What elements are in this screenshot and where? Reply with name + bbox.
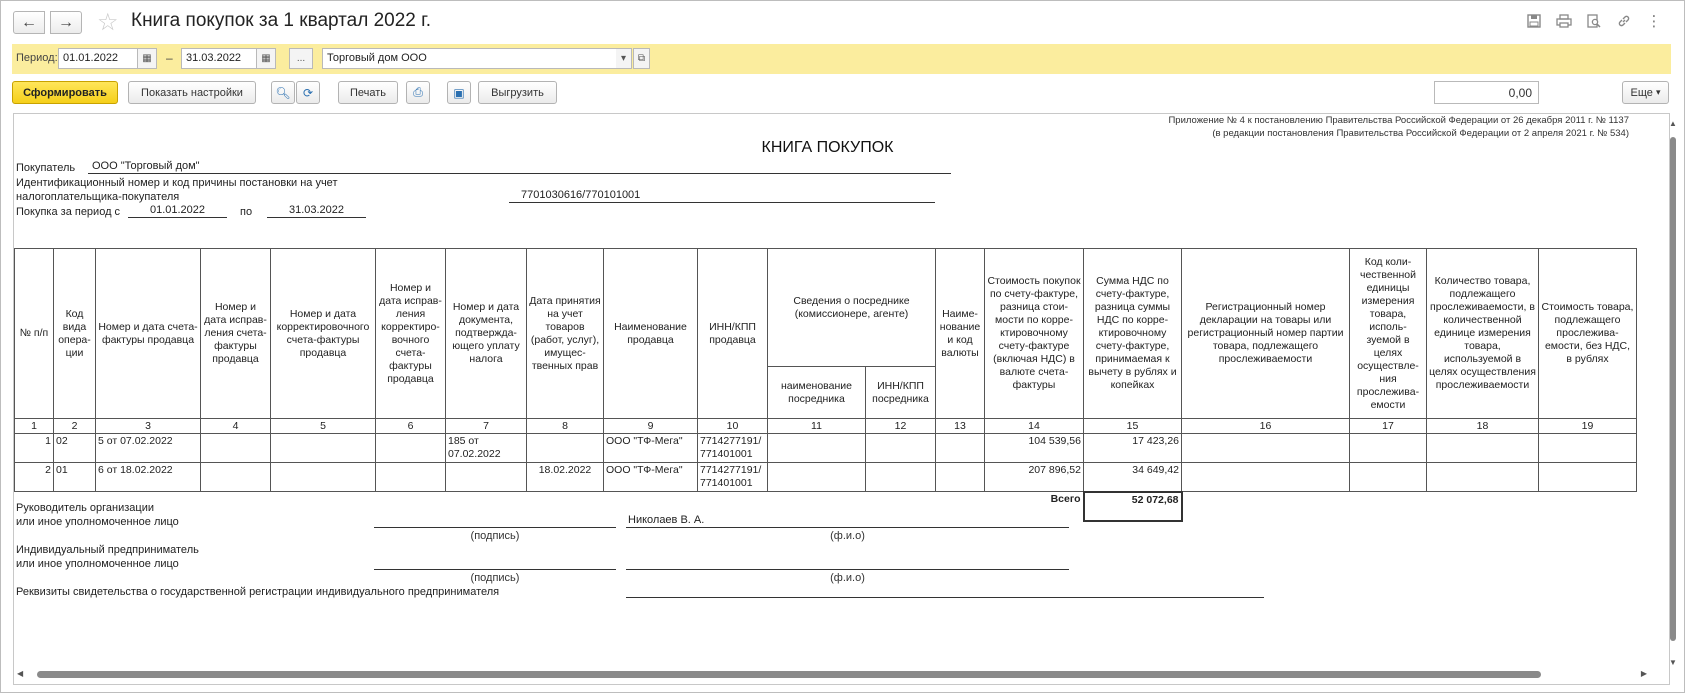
arrow-left-icon: ← xyxy=(21,13,37,31)
col-number: 3 xyxy=(96,419,201,434)
cell-c5[interactable] xyxy=(271,463,376,492)
preview-button[interactable] xyxy=(406,81,430,104)
more-label: Еще xyxy=(1630,86,1653,99)
period-from-label: Покупка за период с xyxy=(16,206,121,218)
scroll-left-icon[interactable]: ◀ xyxy=(17,669,24,678)
col-number: 15 xyxy=(1084,419,1182,434)
ip-cert-label: Реквизиты свидетельства о государственной регистрации индивидуального предпринимателя xyxy=(16,586,500,598)
open-icon: ⧉ xyxy=(637,53,646,64)
cell-c12[interactable] xyxy=(866,434,936,463)
col-header-10: ИНН/КПП продавца xyxy=(698,249,768,419)
col-number: 10 xyxy=(698,419,768,434)
export-button[interactable]: Выгрузить xyxy=(478,81,557,104)
annex-line-1: Приложение № 4 к постановлению Правительства Российской Федерации от 26 декабря 2011 г. № 1137 xyxy=(1168,115,1629,126)
cell-number[interactable]: 2 xyxy=(15,463,54,492)
calendar-to-button[interactable] xyxy=(256,48,276,69)
ip-signature-line xyxy=(374,556,616,570)
buyer-value: ООО "Торговый дом" xyxy=(88,160,951,174)
calendar-icon: ▦ xyxy=(261,53,271,64)
cell-number[interactable]: 1 xyxy=(15,434,54,463)
show-settings-button[interactable]: Показать настройки xyxy=(128,81,256,104)
cell-c6[interactable] xyxy=(376,434,446,463)
cell-seller-inn[interactable]: 7714277191/ 771401001 xyxy=(698,463,768,492)
cell-cost[interactable]: 104 539,56 xyxy=(985,434,1084,463)
col-number: 14 xyxy=(985,419,1084,434)
chevron-down-icon: ▾ xyxy=(620,53,627,64)
cell-c12[interactable] xyxy=(866,463,936,492)
page-title: Книга покупок за 1 квартал 2022 г. xyxy=(131,10,432,31)
more-button[interactable] xyxy=(1622,81,1669,104)
search-refresh-button[interactable] xyxy=(296,81,320,104)
head-signature-caption: (подпись) xyxy=(470,530,520,542)
col-header-intermediary: Сведения о посреднике (комиссионере, агенте) xyxy=(768,249,936,367)
inn-label-2: налогоплательщика-покупателя xyxy=(16,191,180,203)
col-header-12: ИНН/КПП посредника xyxy=(866,367,936,419)
total-spacer-right xyxy=(1182,492,1637,521)
annex-line-2: (в редакции постановления Правительства Российской Федерации от 2 апреля 2021 г. № 534) xyxy=(1212,128,1629,139)
generate-button[interactable]: Сформировать xyxy=(12,81,118,104)
period-dash: – xyxy=(166,51,173,65)
col-header-5: Номер и дата корректировочного счета-фактуры продавца xyxy=(271,249,376,419)
col-number: 13 xyxy=(936,419,985,434)
col-number: 7 xyxy=(446,419,527,434)
col-header-9: Наименование продавца xyxy=(604,249,698,419)
cell-seller[interactable]: ООО "ТФ-Мега" xyxy=(604,463,698,492)
print-button[interactable]: Печать xyxy=(338,81,398,104)
cell-c16[interactable] xyxy=(1182,463,1350,492)
col-header-19: Стоимость товара, подлежащего прослежива-емости, без НДС, в рублях xyxy=(1539,249,1637,419)
head-label-2: или иное уполномоченное лицо xyxy=(16,516,179,528)
table-row[interactable] xyxy=(15,463,1637,492)
report-period-from: 01.01.2022 xyxy=(128,204,227,218)
title-actions xyxy=(1524,11,1664,31)
col-header-11: наименование посредника xyxy=(768,367,866,419)
scroll-right-icon[interactable]: ▶ xyxy=(1640,669,1647,678)
toolbar xyxy=(1,80,1684,106)
cell-vat[interactable]: 34 649,42 xyxy=(1084,463,1182,492)
col-header-1: № п/п xyxy=(15,249,54,419)
vertical-scrollbar[interactable] xyxy=(1668,119,1678,667)
title-bar xyxy=(1,1,1684,41)
inn-value: 7701030616/770101001 xyxy=(509,189,935,203)
cell-invoice[interactable]: 5 от 07.02.2022 xyxy=(96,434,201,463)
organization-open-button[interactable] xyxy=(633,48,650,69)
preview-icon: ⎙ xyxy=(413,85,423,99)
cell-payment-doc[interactable] xyxy=(446,463,527,492)
col-header-8: Дата принятия на учет товаров (работ, услуг), имущес-твенных прав xyxy=(527,249,604,419)
cell-accept-date[interactable] xyxy=(527,434,604,463)
col-number: 18 xyxy=(1427,419,1539,434)
report-period-to: 31.03.2022 xyxy=(267,204,366,218)
col-number: 11 xyxy=(768,419,866,434)
col-number: 1 xyxy=(15,419,54,434)
purchase-book-table xyxy=(14,248,1637,522)
report-title: КНИГА ПОКУПОК xyxy=(761,139,894,156)
link-icon[interactable] xyxy=(1614,11,1634,31)
calendar-from-button[interactable] xyxy=(137,48,157,69)
ip-label-1: Индивидуальный предприниматель xyxy=(16,544,199,556)
organization-select[interactable]: Торговый дом ООО xyxy=(322,48,628,69)
search-icon: 🔍︎ xyxy=(275,85,291,100)
period-from-input[interactable]: 01.01.2022 xyxy=(58,48,138,69)
col-number: 9 xyxy=(604,419,698,434)
col-number: 16 xyxy=(1182,419,1350,434)
col-header-17: Код коли-чественной единицы измерения товара, исполь-зуемой в целях осуществле-ния прослежива-емости xyxy=(1350,249,1427,419)
cell-accept-date[interactable]: 18.02.2022 xyxy=(527,463,604,492)
total-vat: 52 072,68 xyxy=(1084,492,1182,521)
report-sheet xyxy=(13,113,1670,685)
save-icon[interactable] xyxy=(1524,11,1544,31)
star-icon[interactable]: ☆ xyxy=(97,9,119,36)
cell-c17[interactable] xyxy=(1350,463,1427,492)
col-header-18: Количество товара, подлежащего прослеживаемости, в количественной единице измерения товара, используемой в целях осуществления прослеживаемости xyxy=(1427,249,1539,419)
col-number: 2 xyxy=(54,419,96,434)
more-vertical-icon[interactable]: ⋮ xyxy=(1646,13,1662,30)
head-fio-caption: (ф.и.о) xyxy=(830,530,865,542)
cell-c13[interactable] xyxy=(936,463,985,492)
buyer-label: Покупатель xyxy=(16,162,76,174)
horizontal-scrollbar[interactable] xyxy=(17,669,1647,679)
col-header-2: Код вида опера-ции xyxy=(54,249,96,419)
cell-c11[interactable] xyxy=(768,434,866,463)
floppy-icon: ▣ xyxy=(453,85,465,100)
ip-label-2: или иное уполномоченное лицо xyxy=(16,558,179,570)
period-label: Период: xyxy=(16,52,58,64)
horizontal-scroll-thumb[interactable] xyxy=(37,671,1541,678)
col-number: 19 xyxy=(1539,419,1637,434)
head-label-1: Руководитель организации xyxy=(16,502,155,514)
scroll-up-icon[interactable]: ▲ xyxy=(1669,119,1677,128)
ip-cert-line xyxy=(626,584,1264,598)
col-number: 12 xyxy=(866,419,936,434)
col-header-13: Наиме-нование и код валюты xyxy=(936,249,985,419)
cell-c4[interactable] xyxy=(201,434,271,463)
period-select-button[interactable]: ... xyxy=(289,48,313,69)
col-header-14: Стоимость покупок по счету-фактуре, разница стои-мости по корре-ктировочному счету-фактуре (включая НДС) в валюте счета-фактуры xyxy=(985,249,1084,419)
cell-cost[interactable]: 207 896,52 xyxy=(985,463,1084,492)
cell-c19[interactable] xyxy=(1539,463,1637,492)
col-header-16: Регистрационный номер декларации на товары или регистрационный номер партии товара, подлежащего прослеживаемости xyxy=(1182,249,1350,419)
scroll-down-icon[interactable]: ▼ xyxy=(1669,658,1677,667)
cell-payment-doc[interactable]: 185 от 07.02.2022 xyxy=(446,434,527,463)
annex-note xyxy=(1168,114,1629,140)
cell-c6[interactable] xyxy=(376,463,446,492)
col-header-7: Номер и дата документа, подтвержда-ющего уплату налога xyxy=(446,249,527,419)
col-header-3: Номер и дата счета-фактуры продавца xyxy=(96,249,201,419)
cell-c13[interactable] xyxy=(936,434,985,463)
col-number: 8 xyxy=(527,419,604,434)
period-to-input[interactable]: 31.03.2022 xyxy=(181,48,257,69)
col-number: 4 xyxy=(201,419,271,434)
cell-c18[interactable] xyxy=(1427,463,1539,492)
cell-code[interactable]: 01 xyxy=(54,463,96,492)
sum-field[interactable]: 0,00 xyxy=(1434,81,1539,104)
ip-fio-caption: (ф.и.о) xyxy=(830,572,865,584)
inn-label-1: Идентификационный номер и код причины постановки на учет xyxy=(16,177,338,189)
col-header-4: Номер и дата исправ-ления счета-фактуры продавца xyxy=(201,249,271,419)
ip-signature-caption: (подпись) xyxy=(470,572,520,584)
cell-vat[interactable]: 17 423,26 xyxy=(1084,434,1182,463)
cell-c5[interactable] xyxy=(271,434,376,463)
cell-c4[interactable] xyxy=(201,463,271,492)
save-button[interactable] xyxy=(447,81,471,104)
cell-invoice[interactable]: 6 от 18.02.2022 xyxy=(96,463,201,492)
cell-c18[interactable] xyxy=(1427,434,1539,463)
cell-c19[interactable] xyxy=(1539,434,1637,463)
search-refresh-icon: ⟳ xyxy=(302,85,314,100)
forward-button[interactable] xyxy=(50,11,82,34)
ip-name-line xyxy=(626,556,1069,570)
cell-c11[interactable] xyxy=(768,463,866,492)
preview-icon[interactable] xyxy=(1584,11,1604,31)
period-to-label: по xyxy=(240,206,253,218)
cell-code[interactable]: 02 xyxy=(54,434,96,463)
print-icon[interactable] xyxy=(1554,11,1574,31)
head-name: Николаев В. А. xyxy=(626,514,1069,528)
total-label: Всего xyxy=(1050,493,1081,505)
cell-seller[interactable]: ООО "ТФ-Мега" xyxy=(604,434,698,463)
calendar-icon: ▦ xyxy=(142,53,152,64)
head-signature-line xyxy=(374,514,616,528)
back-button[interactable] xyxy=(13,11,45,34)
col-header-6: Номер и дата исправ-ления корректиро-вочного счета-фактуры продавца xyxy=(376,249,446,419)
col-number: 17 xyxy=(1350,419,1427,434)
organization-dropdown-button[interactable] xyxy=(616,48,632,69)
col-number: 5 xyxy=(271,419,376,434)
period-bar xyxy=(12,44,1671,74)
table-row[interactable] xyxy=(15,434,1637,463)
arrow-right-icon: → xyxy=(58,13,74,31)
col-header-15: Сумма НДС по счету-фактуре, разница суммы НДС по корре-ктировочному счету-фактуре, принимаемая к вычету в рублях и копейках xyxy=(1084,249,1182,419)
search-button[interactable] xyxy=(271,81,295,104)
cell-c17[interactable] xyxy=(1350,434,1427,463)
chevron-down-icon: ▾ xyxy=(1655,87,1661,97)
cell-seller-inn[interactable]: 7714277191/ 771401001 xyxy=(698,434,768,463)
vertical-scroll-thumb[interactable] xyxy=(1670,137,1676,641)
col-number: 6 xyxy=(376,419,446,434)
cell-c16[interactable] xyxy=(1182,434,1350,463)
